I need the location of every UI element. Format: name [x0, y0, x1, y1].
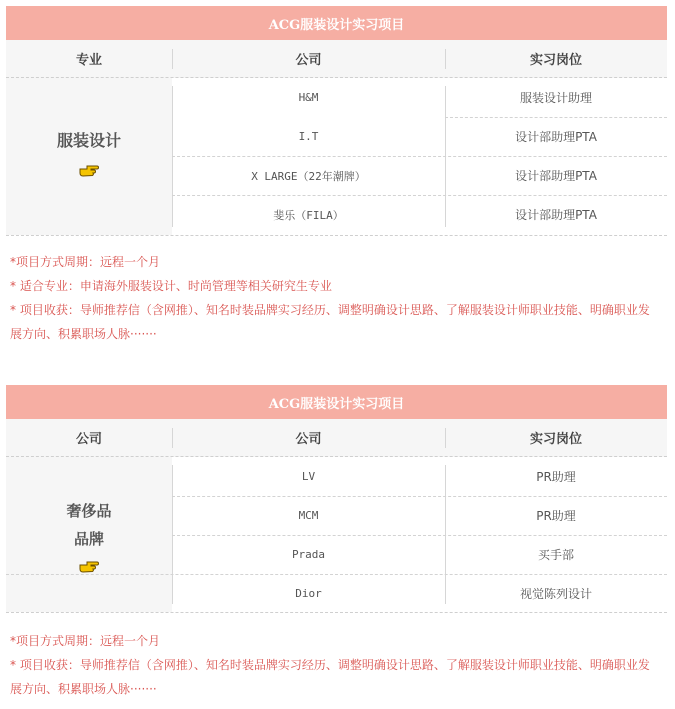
company-cell: X LARGE（22年潮牌） [251, 169, 366, 183]
table-row [172, 78, 667, 117]
divider [445, 428, 446, 448]
table-2 [6, 385, 667, 613]
table-row [172, 156, 667, 195]
company-cell: I.T [298, 130, 319, 143]
position-cell: 设计部助理PTA [515, 208, 597, 222]
note-line: *项目方式周期：远程一个月 [10, 255, 161, 269]
table-title: ACG服装设计实习项目 [6, 385, 667, 419]
company-cell: 斐乐（FILA） [273, 208, 344, 222]
header-major: 专业 [75, 53, 102, 68]
pointing-hand-icon [79, 559, 99, 573]
note-line: * 项目收获：导师推荐信（含网推）、知名时装品牌实习经历、调整明确设计思路、了解服装设计师职业技能、明确职业发 [10, 658, 650, 672]
company-cell: H&M [298, 91, 319, 104]
company-cell: Dior [295, 587, 322, 600]
table-row [172, 457, 667, 496]
table-row [172, 574, 667, 613]
notes-1 [10, 250, 665, 346]
table-row [172, 195, 667, 234]
table-row [172, 535, 667, 574]
table-body [6, 78, 667, 236]
position-cell: 设计部助理PTA [515, 169, 597, 183]
header-position: 实习岗位 [529, 53, 582, 68]
note-line: * 项目收获：导师推荐信（含网推）、知名时装品牌实习经历、调整明确设计思路、了解服装设计师职业技能、明确职业发 [10, 303, 650, 317]
table-header-row [6, 419, 667, 457]
pointing-hand-icon [79, 163, 99, 177]
position-cell: 服装设计助理 [519, 91, 592, 105]
table-body [6, 457, 667, 613]
category-label: 服装设计 [56, 131, 121, 150]
category-label-line1: 奢侈品 [66, 501, 112, 520]
position-cell: PR助理 [536, 509, 576, 523]
category-cell [6, 78, 172, 235]
table-row [172, 496, 667, 535]
table-row [172, 117, 667, 156]
header-category: 公司 [75, 432, 102, 447]
divider [445, 49, 446, 69]
position-cell: 设计部助理PTA [515, 130, 597, 144]
position-cell: PR助理 [536, 470, 576, 484]
table-1 [6, 6, 667, 236]
note-line: *项目方式周期：远程一个月 [10, 634, 161, 648]
note-line: 展方向、积累职场人脉······· [10, 327, 157, 341]
category-label-line2: 品牌 [73, 529, 104, 548]
note-line: * 适合专业：申请海外服装设计、时尚管理等相关研究生专业 [10, 279, 332, 293]
company-cell: Prada [291, 548, 326, 561]
header-company: 公司 [295, 432, 322, 447]
position-cell: 买手部 [537, 548, 574, 562]
company-cell: MCM [298, 509, 319, 522]
note-line: 展方向、积累职场人脉······· [10, 682, 157, 696]
position-cell: 视觉陈列设计 [519, 587, 592, 601]
notes-2 [10, 629, 665, 701]
divider [172, 428, 173, 448]
table-header-row [6, 40, 667, 78]
table-title: ACG服装设计实习项目 [6, 6, 667, 40]
header-company: 公司 [295, 53, 322, 68]
header-position: 实习岗位 [529, 432, 582, 447]
company-cell: LV [301, 470, 316, 483]
divider [172, 49, 173, 69]
category-cell [6, 457, 172, 612]
